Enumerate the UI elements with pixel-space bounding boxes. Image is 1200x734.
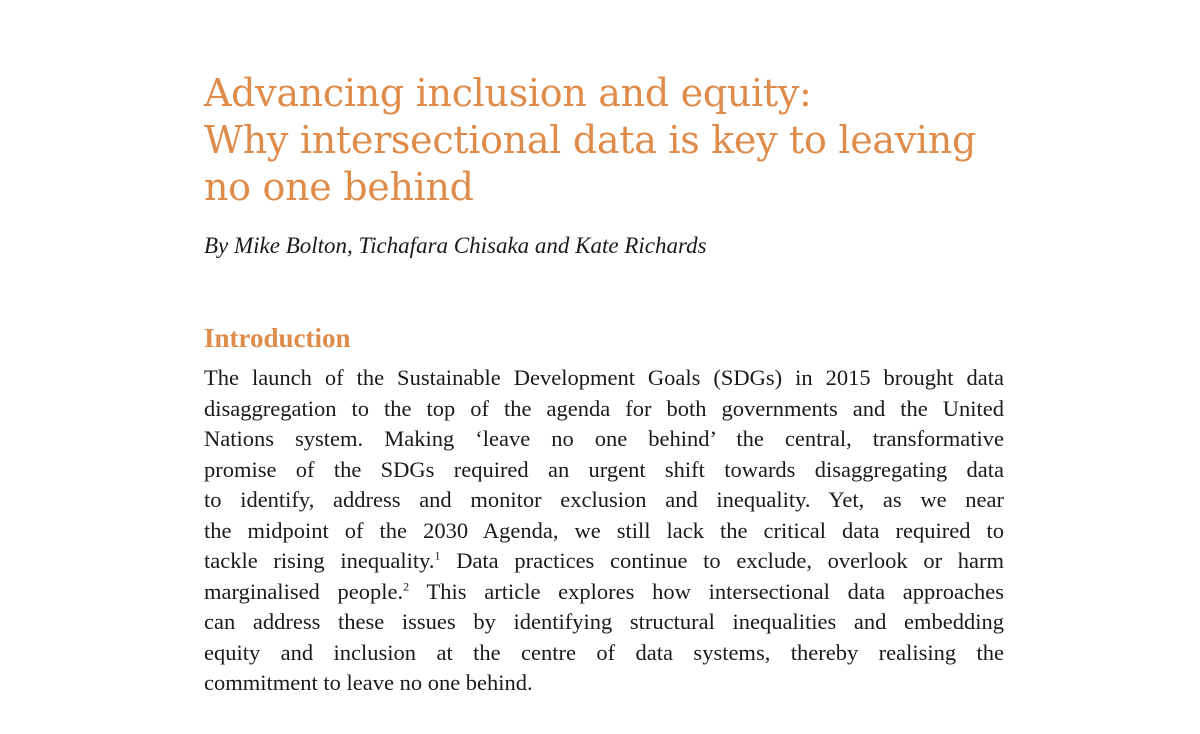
footnote-marker-2: 2 (403, 579, 410, 593)
article-authors: By Mike Bolton, Tichafara Chisaka and Kate Richards (204, 233, 707, 258)
body-line-9: can address these issues by identifying structural inequalities and embedding (204, 609, 1004, 634)
body-line-8 (204, 577, 1004, 608)
body-line-5: to identify, address and monitor exclusion and inequality. Yet, as we near (204, 487, 1004, 512)
body-line-4: promise of the SDGs required an urgent shift towards disaggregating data (204, 456, 1004, 482)
body-line-1: The launch of the Sustainable Development Goals (SDGs) in 2015 brought data (204, 365, 1004, 390)
introduction-paragraph (204, 363, 1004, 699)
title-line-1: Advancing inclusion and equity: (204, 71, 812, 115)
body-line-8-start: marginalised people. (204, 578, 404, 604)
body-line-7-start: tackle rising inequality. (204, 548, 435, 573)
article-title (204, 70, 1004, 211)
body-line-11: commitment to leave no one behind. (204, 670, 533, 695)
body-line-6: the midpoint of the 2030 Agenda, we still lack the critical data required to (204, 517, 1004, 543)
title-line-3: no one behind (204, 165, 474, 209)
body-line-3: Nations system. Making ‘leave no one behind’ the central, transformative (204, 426, 1004, 451)
footnote-marker-1: 1 (434, 548, 441, 563)
body-line-10: equity and inclusion at the centre of data systems, thereby realising the (204, 639, 1004, 665)
section-heading-introduction: Introduction (204, 323, 351, 353)
title-line-2: Why intersectional data is key to leaving (204, 118, 976, 162)
body-line-2: disaggregation to the top of the agenda for both governments and the United (204, 395, 1004, 421)
body-line-7 (204, 546, 1004, 577)
body-line-7-end: Data practices continue to exclude, overlook or harm (440, 548, 1004, 573)
body-line-8-end: This article explores how intersectional data approaches (409, 578, 1004, 604)
article (204, 70, 1004, 699)
